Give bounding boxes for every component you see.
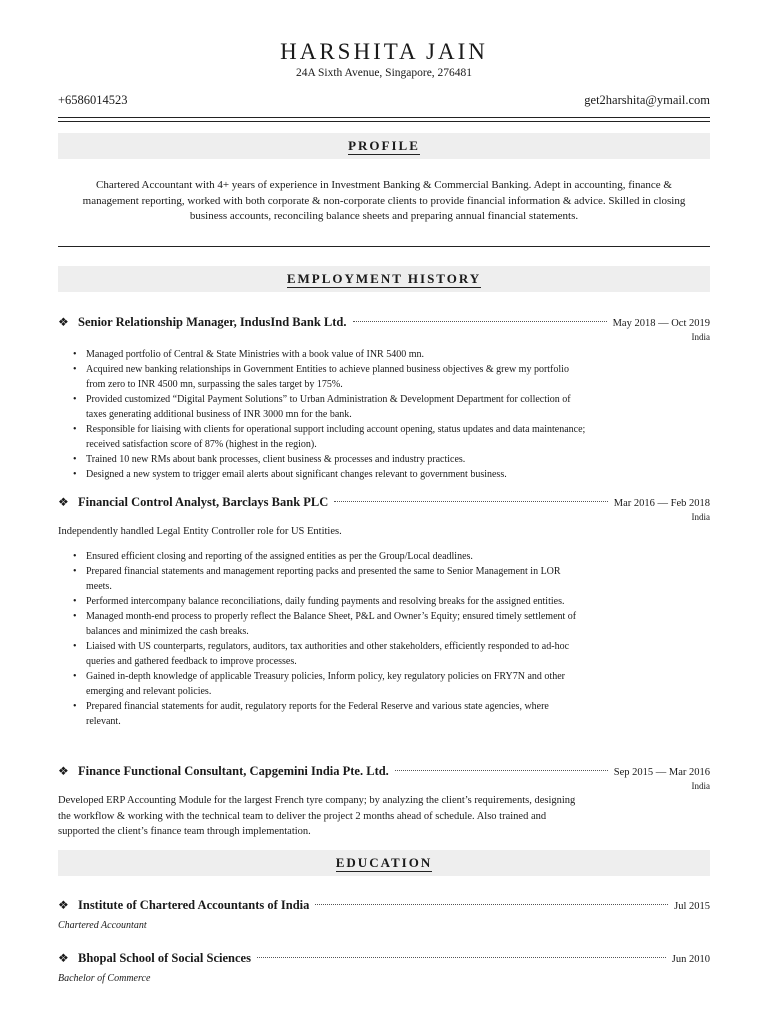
diamond-bullet-icon: ❖ bbox=[58, 898, 69, 912]
diamond-bullet-icon: ❖ bbox=[58, 764, 69, 778]
diamond-bullet-icon: ❖ bbox=[58, 951, 69, 965]
job-title: Senior Relationship Manager, IndusInd Bank Ltd. bbox=[78, 315, 347, 329]
header-divider bbox=[58, 117, 710, 122]
list-item: • Designed a new system to trigger email alerts about significant changes relevant to government business. bbox=[86, 467, 586, 482]
school-name: Bhopal School of Social Sciences bbox=[78, 951, 251, 965]
job-entry bbox=[58, 763, 710, 840]
education-date: Jul 2015 bbox=[674, 901, 710, 912]
dot-leader bbox=[395, 770, 608, 771]
profile-text: Chartered Accountant with 4+ years of experience in Investment Banking & Commercial Banking. Adept in accounting, finance & management reporting, worked with both corporate & non-corporate clients to provide financial information & advice. Skilled in closing business accounts, reconciling balance sheets and preparing annual financial statements. bbox=[82, 179, 686, 222]
phone-number: +6586014523 bbox=[58, 93, 128, 107]
degree-name: Chartered Accountant bbox=[58, 920, 147, 931]
list-item: • Managed portfolio of Central & State Ministries with a book value of INR 5400 mn. bbox=[86, 347, 586, 362]
list-item: • Prepared financial statements for audit, regulatory reports for the Federal Reserve and various state agencies, where relevant. bbox=[86, 699, 586, 729]
job-location: India bbox=[691, 512, 710, 522]
list-item: • Liaised with US counterparts, regulators, auditors, tax authorities and other stakeholders, efficiently responded to ad-hoc queries and gathered feedback to improve processes. bbox=[86, 639, 586, 669]
education-heading: EDUCATION bbox=[335, 854, 433, 870]
contact-row bbox=[58, 92, 710, 108]
employment-section-bar bbox=[58, 266, 710, 292]
dot-leader bbox=[315, 904, 668, 905]
job-entry bbox=[58, 314, 710, 482]
profile-section-bar bbox=[58, 133, 710, 159]
resume-page bbox=[58, 0, 710, 984]
address: 24A Sixth Avenue, Singapore, 276481 bbox=[295, 67, 473, 79]
diamond-bullet-icon: ❖ bbox=[58, 495, 69, 509]
profile-divider bbox=[58, 246, 710, 247]
dot-leader bbox=[353, 321, 607, 322]
list-item: • Prepared financial statements and management reporting packs and presented the same to Senior Management in LOR meets. bbox=[86, 564, 586, 594]
education-date: Jun 2010 bbox=[671, 954, 710, 965]
job-summary: Developed ERP Accounting Module for the largest French tyre company; by analyzing the client’s requirements, designing the workflow & working with the technical team to deliver the project 2 months ahead of schedule. Also trained and supported the client’s finance team through implementation. bbox=[58, 795, 576, 837]
job-entry bbox=[58, 494, 710, 729]
job-dates: May 2018 — Oct 2019 bbox=[612, 318, 710, 329]
dot-leader bbox=[334, 501, 607, 502]
education-entry bbox=[58, 897, 710, 932]
job-dates: Sep 2015 — Mar 2016 bbox=[613, 767, 710, 778]
candidate-name: HARSHITA JAIN bbox=[280, 39, 488, 64]
job-dates: Mar 2016 — Feb 2018 bbox=[613, 498, 710, 509]
list-item: • Ensured efficient closing and reporting of the assigned entities as per the Group/Local deadlines. bbox=[86, 549, 586, 564]
employment-heading: EMPLOYMENT HISTORY bbox=[286, 270, 482, 286]
job-location: India bbox=[691, 332, 710, 342]
education-entry bbox=[58, 950, 710, 985]
school-name: Institute of Chartered Accountants of India bbox=[78, 898, 310, 912]
job-title: Finance Functional Consultant, Capgemini India Pte. Ltd. bbox=[78, 764, 389, 778]
profile-heading: PROFILE bbox=[348, 137, 420, 153]
diamond-bullet-icon: ❖ bbox=[58, 315, 69, 329]
job-summary: Independently handled Legal Entity Controller role for US Entities. bbox=[58, 526, 342, 537]
job-location: India bbox=[691, 781, 710, 791]
email-address: get2harshita@ymail.com bbox=[584, 93, 710, 107]
dot-leader bbox=[257, 957, 666, 958]
list-item: • Provided customized “Digital Payment Solutions” to Urban Administration & Development Department for collection of taxes generating additional business of INR 3000 mn for the bank. bbox=[86, 392, 586, 422]
list-item: • Gained in-depth knowledge of applicable Treasury policies, Inform policy, key regulatory policies on FRY7N and other emerging and relevant policies. bbox=[86, 669, 586, 699]
job-title: Financial Control Analyst, Barclays Bank PLC bbox=[78, 495, 329, 509]
list-item: • Performed intercompany balance reconciliations, daily funding payments and resolving breaks for the assigned entities. bbox=[86, 594, 586, 609]
education-section-bar bbox=[58, 850, 710, 876]
degree-name: Bachelor of Commerce bbox=[58, 973, 151, 984]
list-item: • Responsible for liaising with clients for operational support including account opening, status updates and data maintenance; received satisfaction score of 87% (highest in the region). bbox=[86, 422, 586, 452]
list-item: • Managed month-end process to properly reflect the Balance Sheet, P&L and Owner’s Equity; ensured timely settlement of balances and minimized the cash breaks. bbox=[86, 609, 586, 639]
list-item: • Trained 10 new RMs about bank processes, client business & processes and industry practices. bbox=[86, 452, 586, 467]
list-item: • Acquired new banking relationships in Government Entities to achieve planned business objectives & grew my portfolio from zero to INR 4500 mn, surpassing the sales target by 175%. bbox=[86, 362, 586, 392]
